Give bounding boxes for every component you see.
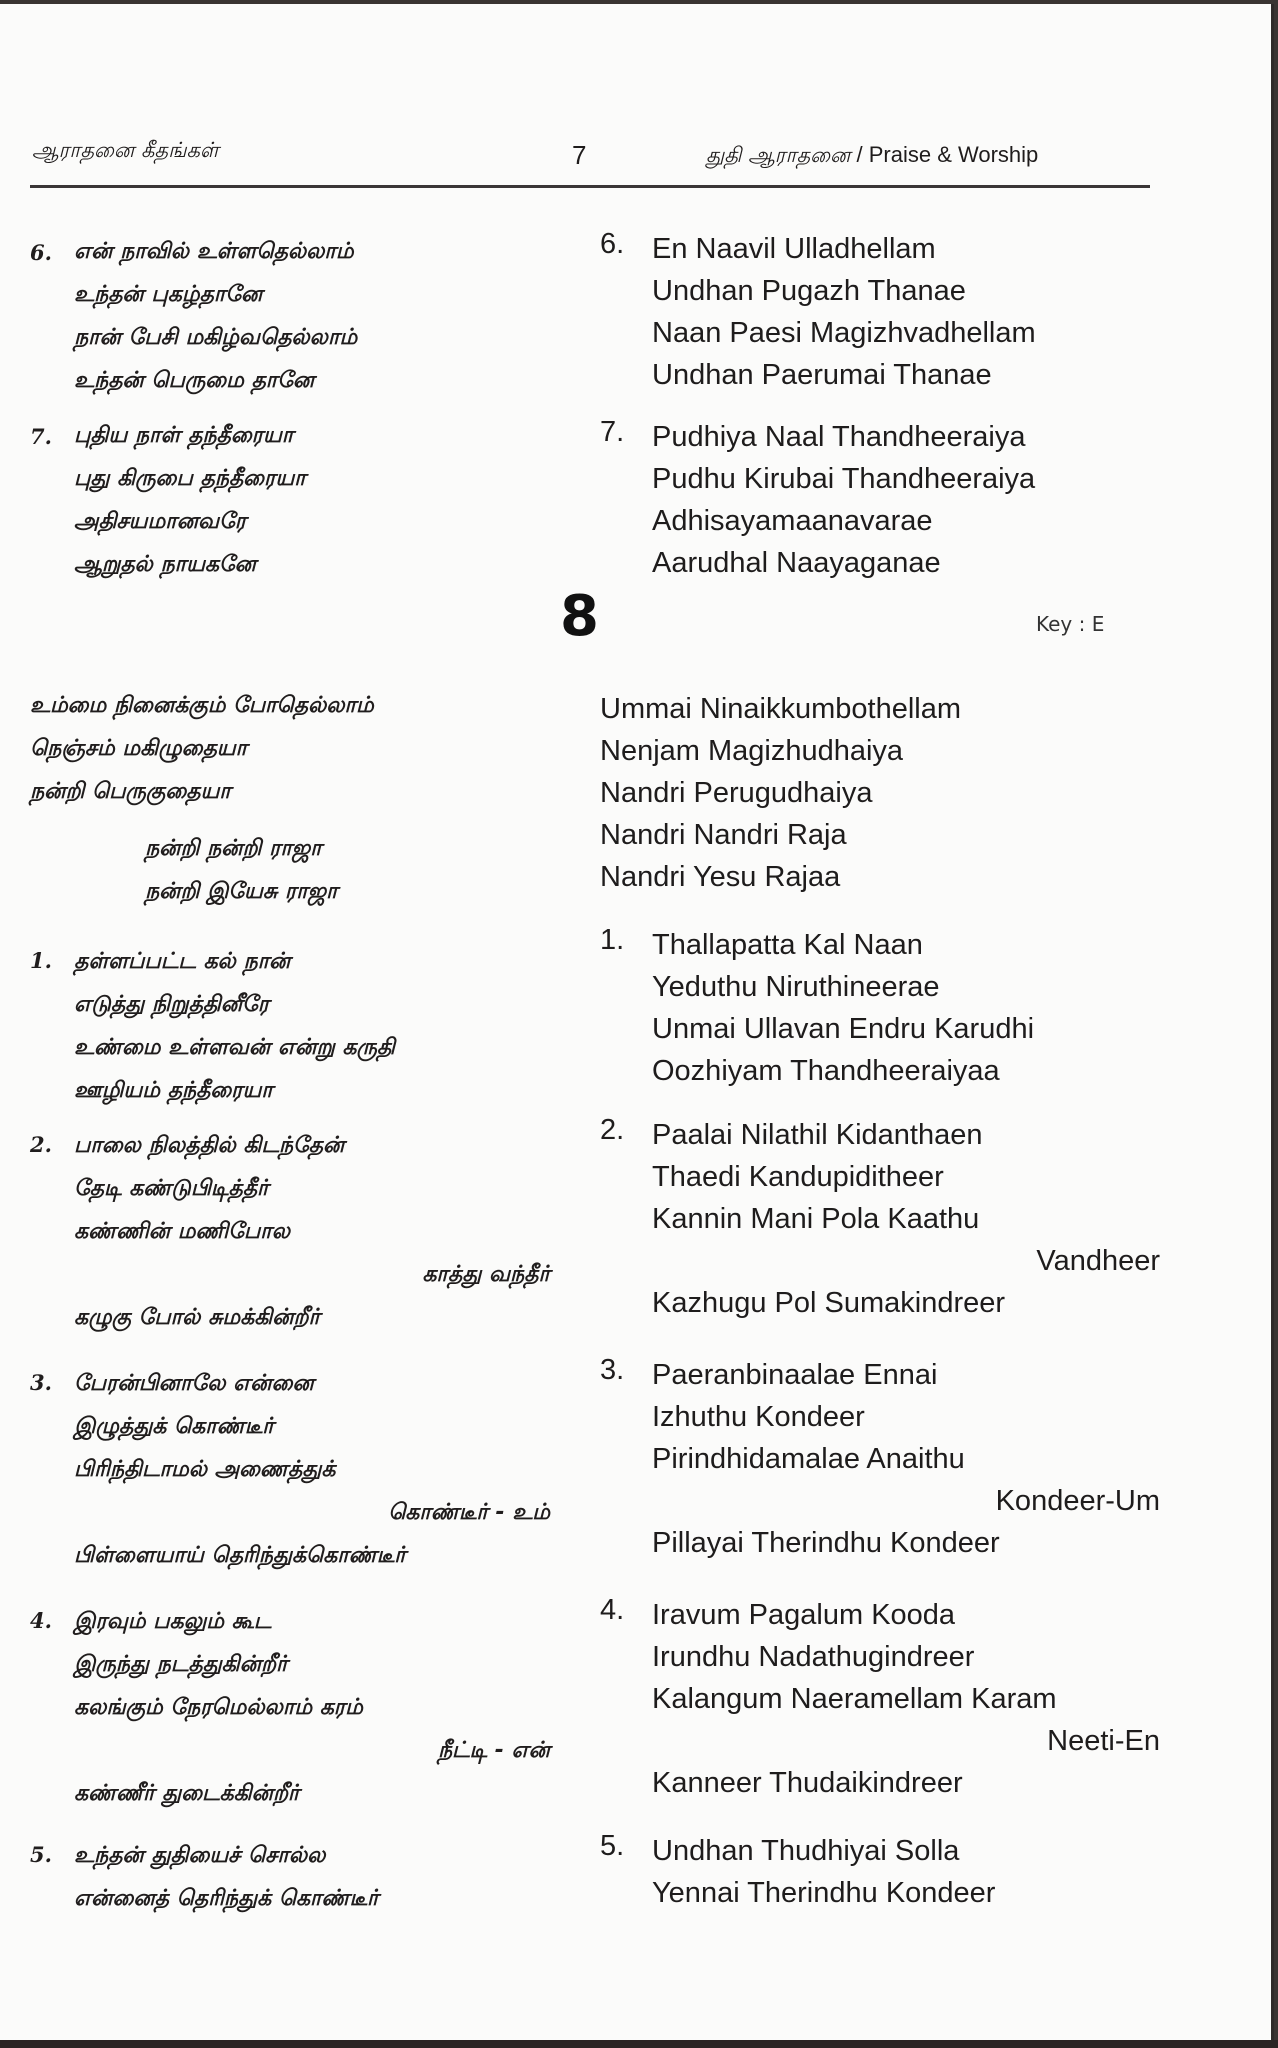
lyric-line: கலங்கும் நேரமெல்லாம் கரம்: [74, 1695, 363, 1720]
lyric-line: உம்மை நினைக்கும் போதெல்லாம்: [30, 693, 374, 718]
verse-4-tamil: [30, 1600, 590, 1815]
lyric-line: அதிசயமானவரே: [74, 509, 247, 534]
verse-3-english: [600, 1354, 1160, 1564]
verse-2-english: [600, 1114, 1160, 1324]
lyric-line: Kanneer Thudaikindreer: [652, 1767, 963, 1799]
lyric-line: நன்றி பெருகுதையா: [30, 779, 231, 804]
lyric-line: Unmai Ullavan Endru Karudhi: [652, 1013, 1035, 1045]
lyric-line: உண்மை உள்ளவன் என்று கருதி: [74, 1035, 395, 1060]
lyric-line: ஆறுதல் நாயகனே: [74, 552, 256, 577]
verse-number: 4.: [30, 1608, 52, 1633]
lyric-line: Pirindhidamalae Anaithu: [652, 1443, 965, 1475]
verse-number: 7.: [600, 416, 625, 448]
lyric-line: நன்றி நன்றி ராஜா: [145, 836, 322, 861]
lyric-line: நீட்டி - என்: [437, 1738, 550, 1763]
lyric-line: கண்ணீர் துடைக்கின்றீர்: [74, 1781, 300, 1806]
lyric-line: Nandri Nandri Raja: [600, 819, 847, 851]
lyric-line: புதிய நாள் தந்தீரையா: [74, 423, 294, 448]
lyric-line: Pudhiya Naal Thandheeraiya: [652, 421, 1026, 453]
lyric-line: உந்தன் புகழ்தானே: [74, 282, 263, 307]
verse-number: 1.: [30, 948, 52, 973]
verse-number: 1.: [600, 924, 625, 956]
lyric-line: நெஞ்சம் மகிழுதையா: [30, 736, 248, 761]
lyric-line: என்னைத் தெரிந்துக் கொண்டீர்: [74, 1886, 379, 1911]
verse-number: 3.: [30, 1370, 52, 1395]
lyric-line: Irundhu Nadathugindreer: [652, 1641, 975, 1673]
song-number: 8: [560, 584, 599, 649]
verse-number: 5.: [600, 1830, 625, 1862]
lyric-line: இருந்து நடத்துகின்றீர்: [74, 1652, 288, 1677]
verse-6-tamil: [30, 230, 590, 402]
lyric-line: இழுத்துக் கொண்டீர்: [74, 1414, 274, 1439]
verse-number: 5.: [30, 1842, 52, 1867]
lyric-line: காத்து வந்தீர்: [422, 1262, 550, 1287]
lyric-line: Undhan Thudhiyai Solla: [652, 1835, 960, 1867]
verse-number: 4.: [600, 1594, 625, 1626]
lyric-line: நான் பேசி மகிழ்வதெல்லாம்: [74, 325, 358, 350]
lyric-line: தள்ளப்பட்ட கல் நான்: [74, 949, 291, 974]
page-bottom-edge: [0, 2040, 1278, 2048]
lyric-line: பிரிந்திடாமல் அணைத்துக்: [74, 1457, 336, 1482]
lyric-line: பாலை நிலத்தில் கிடந்தேன்: [74, 1133, 345, 1158]
lyric-line: Nenjam Magizhudhaiya: [600, 735, 904, 767]
lyric-line: Kannin Mani Pola Kaathu: [652, 1203, 980, 1235]
verse-4-english: [600, 1594, 1160, 1804]
lyric-line: Adhisayamaanavarae: [652, 505, 933, 537]
lyric-line: Nandri Perugudhaiya: [600, 777, 873, 809]
verse-number: 2.: [600, 1114, 625, 1146]
lyric-line: உந்தன் பெருமை தானே: [74, 368, 315, 393]
lyric-line: கண்ணின் மணிபோல: [74, 1219, 290, 1244]
verse-2-tamil: [30, 1124, 590, 1339]
lyric-line: Aarudhal Naayaganae: [652, 547, 941, 579]
lyric-line: என் நாவில் உள்ளதெல்லாம்: [74, 239, 354, 264]
lyric-line: Pudhu Kirubai Thandheeraiya: [652, 463, 1036, 495]
verse-number: 6.: [600, 228, 625, 260]
verse-1-tamil: [30, 940, 590, 1112]
lyric-line: கொண்டீர் - உம்: [388, 1500, 550, 1525]
verse-number: 7.: [30, 424, 52, 449]
lyric-line: Nandri Yesu Rajaa: [600, 861, 841, 893]
lyric-line: Yennai Therindhu Kondeer: [652, 1877, 996, 1909]
song-key: Key : E: [1036, 612, 1105, 636]
lyric-line: Ummai Ninaikkumbothellam: [600, 693, 961, 725]
header-rule: [30, 185, 1150, 188]
book-title: ஆராதனை கீதங்கள்: [32, 138, 219, 162]
lyric-line: Kazhugu Pol Sumakindreer: [652, 1287, 1006, 1319]
lyric-line: Undhan Paerumai Thanae: [652, 359, 992, 391]
verse-number: 6.: [30, 240, 52, 265]
lyric-line: Pillayai Therindhu Kondeer: [652, 1527, 1000, 1559]
lyric-line: Undhan Pugazh Thanae: [652, 275, 966, 307]
section-title-tamil: துதி ஆராதனை: [706, 143, 851, 167]
lyric-line: பேரன்பினாலே என்னை: [74, 1371, 314, 1396]
verse-number: 2.: [30, 1132, 52, 1157]
lyric-line: Naan Paesi Magizhvadhellam: [652, 317, 1036, 349]
verse-number: 3.: [600, 1354, 625, 1386]
verse-6-english: [600, 228, 1160, 396]
lyric-line: Thallapatta Kal Naan: [652, 929, 923, 961]
lyric-line: Yeduthu Niruthineerae: [652, 971, 940, 1003]
lyric-line: உந்தன் துதியைச் சொல்ல: [74, 1843, 326, 1868]
lyric-line: ஊழியம் தந்தீரையா: [74, 1078, 273, 1103]
lyric-line: Kalangum Naeramellam Karam: [652, 1683, 1057, 1715]
lyric-line: Paeranbinaalae Ennai: [652, 1359, 938, 1391]
lyric-line: Neeti-En: [1047, 1725, 1160, 1757]
section-title-english: / Praise & Worship: [850, 142, 1039, 167]
section-title: [706, 142, 1038, 170]
lyric-line: Iravum Pagalum Kooda: [652, 1599, 956, 1631]
verse-5-english: [600, 1830, 1160, 1914]
verse-3-tamil: [30, 1362, 590, 1577]
page-header: [0, 4, 1150, 194]
verse-7-english: [600, 416, 1160, 584]
lyric-line: Vandheer: [1036, 1245, 1160, 1277]
lyric-line: Paalai Nilathil Kidanthaen: [652, 1119, 983, 1151]
verse-7-tamil: [30, 414, 590, 586]
lyric-line: கழுகு போல் சுமக்கின்றீர்: [74, 1305, 320, 1330]
lyric-line: Kondeer-Um: [995, 1485, 1160, 1517]
lyric-line: தேடி கண்டுபிடித்தீர்: [74, 1176, 269, 1201]
verse-5-tamil: [30, 1834, 590, 1920]
lyric-line: பிள்ளையாய் தெரிந்துக்கொண்டீர்: [74, 1543, 406, 1568]
lyric-line: En Naavil Ulladhellam: [652, 233, 936, 265]
lyric-line: Thaedi Kandupiditheer: [652, 1161, 944, 1193]
verse-1-english: [600, 924, 1160, 1092]
lyric-line: Oozhiyam Thandheeraiyaa: [652, 1055, 1000, 1087]
lyric-line: இரவும் பகலும் கூட: [74, 1609, 272, 1634]
hymn-book-page: [0, 4, 1274, 2044]
chorus-english: [600, 688, 1160, 898]
lyric-line: புது கிருபை தந்தீரையா: [74, 466, 306, 491]
lyric-line: எடுத்து நிறுத்தினீரே: [74, 992, 270, 1017]
lyric-line: நன்றி இயேசு ராஜா: [145, 879, 338, 904]
chorus-tamil: [30, 684, 590, 913]
lyric-line: Izhuthu Kondeer: [652, 1401, 865, 1433]
page-number: 7: [572, 140, 587, 170]
